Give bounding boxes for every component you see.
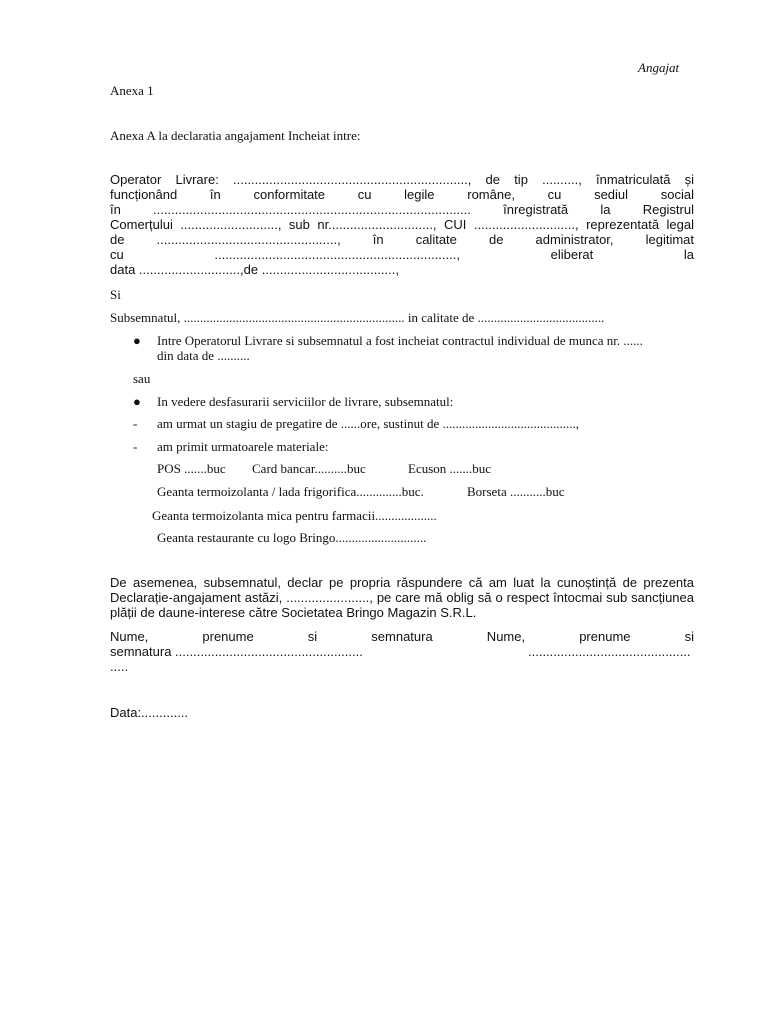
- declaration-line: De asemenea, subsemnatul, declar pe propria răspundere că am luat la cunoștință de prezenta: [110, 575, 694, 590]
- annex-number: Anexa 1: [110, 83, 154, 98]
- operator-line: de .................................................., în calitate de administrator, legitimat: [110, 232, 694, 247]
- material-borseta: Borseta ...........buc: [467, 484, 565, 499]
- document-title: Anexa A la declaratia angajament Incheiat intre:: [110, 128, 361, 143]
- operator-line: în ........................................................................................ înregistrată la Registrul: [110, 202, 694, 217]
- date-field: Data:.............: [110, 705, 189, 720]
- material-geanta: Geanta termoizolanta / lada frigorifica..............buc.: [157, 484, 424, 499]
- signature-left: semnatura ....................................................: [110, 644, 363, 659]
- contract-line: Intre Operatorul Livrare si subsemnatul a fost incheiat contractul individual de munca nr. ......: [157, 333, 643, 348]
- signature-line: Nume, prenume si semnatura Nume, prenume si: [110, 629, 694, 644]
- dash-item-text: am primit urmatoarele materiale:: [157, 439, 329, 454]
- dash-icon: -: [133, 416, 138, 431]
- employee-label: Angajat: [638, 60, 680, 75]
- sau-label: sau: [133, 371, 151, 386]
- bullet-icon: ●: [133, 333, 141, 348]
- declaration-line: Declarație-angajament astăzi, ......................., pe care mă oblig să o respect întocmai sub sancțiunea: [110, 590, 694, 605]
- bullet-icon: ●: [133, 394, 141, 409]
- material-card: Card bancar..........buc: [252, 461, 366, 476]
- operator-date-line: data ............................,de .....................................,: [110, 262, 399, 277]
- material-geanta-farmacii: Geanta termoizolanta mica pentru farmacii...................: [152, 508, 437, 523]
- operator-paragraph: [110, 172, 694, 277]
- contract-bullet-text: [157, 333, 643, 363]
- material-ecuson: Ecuson .......buc: [408, 461, 492, 476]
- si-label: Si: [110, 287, 121, 302]
- operator-line: Comerțului ..........................., sub nr............................., CUI ............................, reprezentată legal: [110, 217, 694, 232]
- declaration-line: plății de daune-interese către Societatea Bringo Magazin S.R.L.: [110, 605, 477, 620]
- operator-line: funcționând în conformitate cu legile române, cu sediul social: [110, 187, 694, 202]
- dash-icon: -: [133, 439, 138, 454]
- operator-line: cu ..................................................................., eliberat la: [110, 247, 694, 262]
- services-bullet-text: In vedere desfasurarii serviciilor de livrare, subsemnatul:: [157, 394, 454, 409]
- declaration-paragraph: [110, 575, 694, 620]
- material-pos: POS .......buc: [157, 461, 226, 476]
- signature-block: [110, 629, 694, 644]
- material-geanta-restaurante: Geanta restaurante cu logo Bringo............................: [157, 530, 427, 545]
- dash-item-text: am urmat un stagiu de pregatire de ......ore, sustinut de .........................................,: [157, 416, 580, 431]
- subsemnatul-line: Subsemnatul, .................................................................... in calitate de .......................................: [110, 310, 605, 325]
- signature-right: .............................................: [528, 644, 691, 659]
- operator-line: Operator Livrare: ................................................................., de tip .........., înmatriculată și: [110, 172, 694, 187]
- contract-line: din data de ..........: [157, 348, 250, 363]
- signature-continuation: .....: [110, 659, 129, 674]
